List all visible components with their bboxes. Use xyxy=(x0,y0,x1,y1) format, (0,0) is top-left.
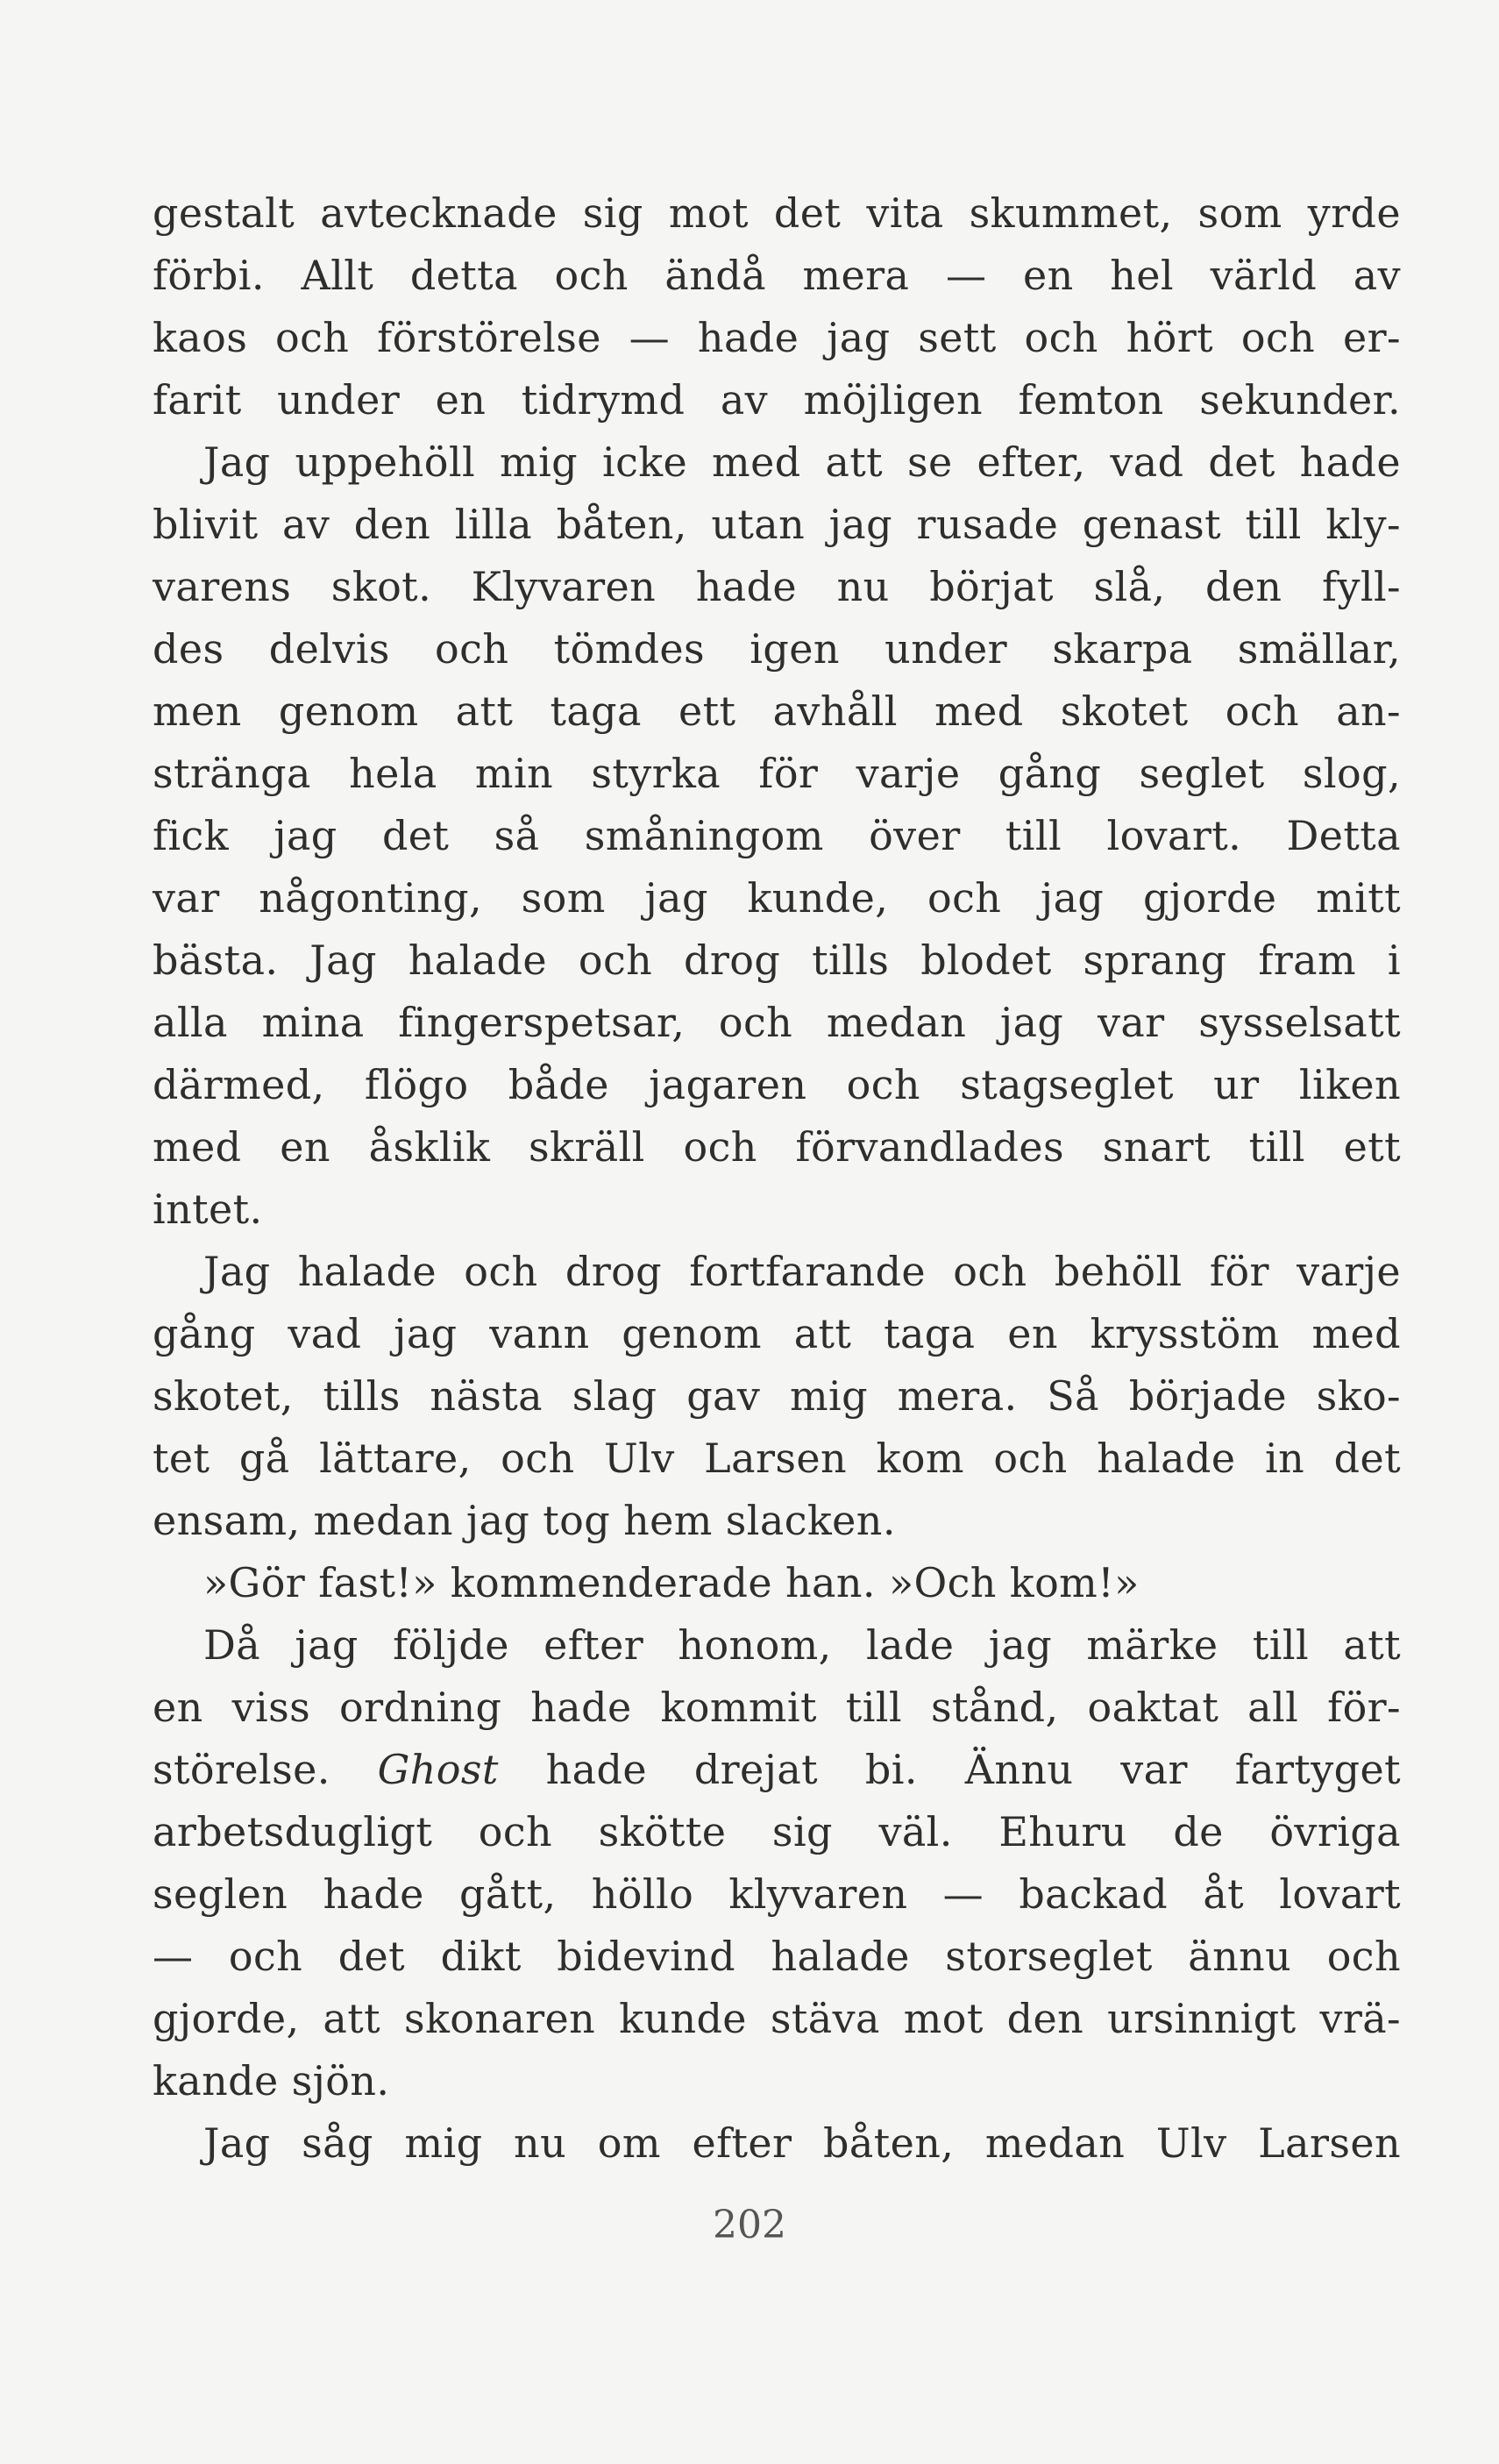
text-fragment: störelse. xyxy=(153,1746,330,1793)
text-line: gestalt avtecknade sig mot det vita skummet, som yrde xyxy=(153,189,1401,237)
text-line: bästa. Jag halade och drog tills blodet sprang fram i xyxy=(153,936,1401,984)
text-line: Jag såg mig nu om efter båten, medan Ulv Larsen xyxy=(203,2119,1401,2167)
text-line: kaos och förstörelse — hade jag sett och hört och er- xyxy=(153,314,1401,361)
text-line: gång vad jag vann genom att taga en krysstöm med xyxy=(153,1310,1401,1357)
text-line-with-ship-name xyxy=(153,1739,1401,1801)
text-line: arbetsdugligt och skötte sig väl. Ehuru de övriga xyxy=(153,1808,1401,1855)
body-text xyxy=(153,182,1401,2175)
text-line: tet gå lättare, och Ulv Larsen kom och halade in det xyxy=(153,1435,1401,1482)
text-line: »Gör fast!» kommenderade han. »Och kom!» xyxy=(203,1559,1140,1606)
text-line: alla mina fingerspetsar, och medan jag var sysselsatt xyxy=(153,999,1401,1046)
text-line: kande sjön. xyxy=(153,2057,390,2104)
text-fragment: hade drejat bi. Ännu var fartyget xyxy=(545,1746,1401,1793)
text-line: blivit av den lilla båten, utan jag rusade genast till kly- xyxy=(153,501,1401,548)
text-line: fick jag det så småningom över till lovart. Detta xyxy=(153,812,1401,859)
text-line: Jag uppehöll mig icke med att se efter, vad det hade xyxy=(203,438,1401,486)
text-line: förbi. Allt detta och ändå mera — en hel värld av xyxy=(153,252,1401,299)
text-line: var någonting, som jag kunde, och jag gjorde mitt xyxy=(153,874,1401,922)
page-number: 202 xyxy=(713,2203,786,2247)
text-line: därmed, flögo både jagaren och stagseglet ur liken xyxy=(153,1061,1401,1108)
text-line: en viss ordning hade kommit till stånd, oaktat all för- xyxy=(153,1684,1401,1731)
text-line: skotet, tills nästa slag gav mig mera. Så började sko- xyxy=(153,1372,1401,1420)
text-line: seglen hade gått, höllo klyvaren — backad åt lovart xyxy=(153,1870,1401,1918)
text-line: Då jag följde efter honom, lade jag märke till att xyxy=(203,1621,1401,1669)
text-line: farit under en tidrymd av möjligen femton sekunder. xyxy=(153,376,1401,424)
text-line: intet. xyxy=(153,1186,263,1233)
text-line: men genom att taga ett avhåll med skotet och an- xyxy=(153,687,1401,735)
text-line: med en åsklik skräll och förvandlades snart till ett xyxy=(153,1123,1401,1171)
text-line: Jag halade och drog fortfarande och behöll för varje xyxy=(203,1248,1401,1295)
text-line: — och det dikt bidevind halade storseglet ännu och xyxy=(153,1933,1401,1980)
text-line: stränga hela min styrka för varje gång seglet slog, xyxy=(153,750,1401,797)
ship-name: Ghost xyxy=(377,1746,499,1793)
text-line: gjorde, att skonaren kunde stäva mot den ursinnigt vrä- xyxy=(153,1995,1401,2042)
text-line: varens skot. Klyvaren hade nu börjat slå, den fyll- xyxy=(153,563,1401,610)
text-line: ensam, medan jag tog hem slacken. xyxy=(153,1497,896,1544)
text-line: des delvis och tömdes igen under skarpa smällar, xyxy=(153,625,1401,673)
